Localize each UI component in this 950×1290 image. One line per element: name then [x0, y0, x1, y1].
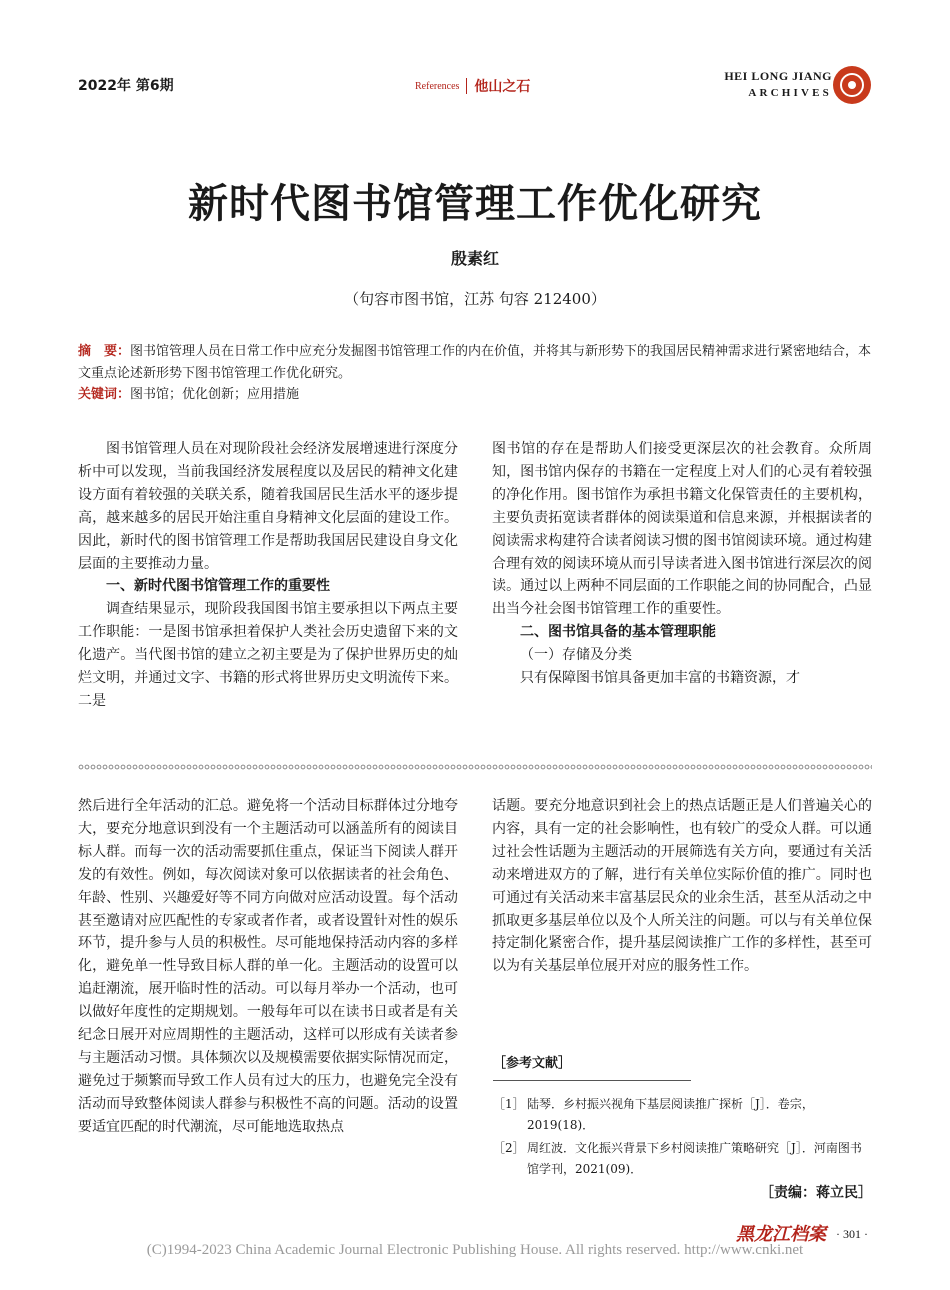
- paragraph: 只有保障图书馆具备更加丰富的书籍资源，才: [520, 670, 800, 687]
- paragraph: 调查结果显示，现阶段我国图书馆主要承担以下两点主要工作职能：一是图书馆承担着保护人类社会历史遗留下来的文化遗产。当代图书馆的建立之初主要是为了保护世界历史的灿烂文明，并通过文字、书籍的形式将世界历史文明流传下来。二是: [78, 601, 458, 709]
- paragraph: 然后进行全年活动的汇总。避免将一个活动目标群体过分地夸大，要充分地意识到没有一个主题活动可以涵盖所有的阅读目标人群。而每一次的活动需要抓住重点，保证当下阅读人群开发的有效性。例如，每次阅读对象可以依据读者的社会角色、年龄、性别、兴趣爱好等不同方向做对应活动设置。每个活动甚至邀请对应匹配性的专家或者作者，或者设置针对性的娱乐环节，提升参与人员的积极性。尽可能地保持活动内容的多样化，避免单一性导致目标人群的单一化。主题活动的设置可以追赶潮流，展开临时性的活动。可以每月举办一个活动，也可以做好年度性的定期规划。一般每年可以在读书日或者是有关纪念日展开对应周期性的主题活动，这样可以形成有关读者参与主题活动习惯。具体频次以及规模需要依据实际情况而定，避免过于频繁而导致工作人员有过大的压力，也避免完全没有活动而导致整体阅读人群参与积极性不高的问题。活动的设置要适宜匹配的时代潮流，尽可能地选取热点: [78, 798, 458, 1135]
- article-title: 新时代图书馆管理工作优化研究: [188, 181, 762, 227]
- abstract-text: 图书馆管理人员在日常工作中应充分发掘图书馆管理工作的内在价值，并将其与新形势下的我国居民精神需求进行紧密地结合，本文重点论述新形势下图书馆管理工作优化研究。: [78, 344, 872, 381]
- author-affiliation: （句容市图书馆，江苏 句容 212400）: [344, 290, 606, 308]
- reference-item: [493, 1138, 873, 1180]
- journal-name-line1: HEI LONG JIANG: [724, 69, 832, 83]
- references-label: References: [415, 80, 460, 92]
- page-divider: [78, 764, 872, 770]
- reference-text: 周红波．文化振兴背景下乡村阅读推广策略研究［J］．河南图书馆学刊，2021(09)．: [527, 1141, 862, 1176]
- journal-script-logo: 黑龙江档案: [736, 1224, 826, 1245]
- references-heading: ［参考文献］: [493, 1056, 572, 1071]
- copyright-watermark: (C)1994-2023 China Academic Journal Electronic Publishing House. All rights reserved. http://www.cnki.net: [146, 1242, 804, 1258]
- reference-number: ［2］: [493, 1141, 525, 1155]
- reference-text: 陆琴．乡村振兴视角下基层阅读推广探析［J］．卷宗，2019(18)．: [527, 1097, 814, 1132]
- top-right-column: [492, 438, 872, 690]
- page-number: · 301 ·: [836, 1227, 868, 1241]
- column-header: [415, 76, 530, 96]
- reference-number: ［1］: [493, 1097, 525, 1111]
- reference-item: [493, 1094, 873, 1136]
- keywords-label: 关键词：: [78, 387, 131, 402]
- header-divider: [466, 78, 467, 94]
- paragraph: 话题。要充分地意识到社会上的热点话题正是人们普遍关心的内容，具有一定的社会影响性，也有较广的受众人群。可以通过社会性话题为主题活动的开展筛选有关方向，要通过有关活动来增进双方的了解，进行有关单位实际价值的推广。同时也可通过有关活动来丰富基层民众的业余生活，甚至从活动之中抓取更多基层单位以及个人所关注的问题。可以与有关单位保持定制化紧密合作，提升基层阅读推广工作的多样性，甚至可以为有关基层单位展开对应的服务性工作。: [492, 798, 872, 975]
- issue-label: 2022年 第6期: [78, 78, 174, 94]
- paragraph: 图书馆的存在是帮助人们接受更深层次的社会教育。众所周知，图书馆内保存的书籍在一定程度上对人们的心灵有着较强的净化作用。图书馆作为承担书籍文化保管责任的主要机构，主要负责拓宽读者群体的阅读渠道和信息来源，并根据读者的阅读需求构建符合读者阅读习惯的图书馆阅读环境。通过构建合理有效的阅读环境从而引导读者进入图书馆进行深层次的阅读。通过以上两种不同层面的工作职能之间的协同配合，凸显出当今社会图书馆管理工作的重要性。: [492, 441, 872, 618]
- column-name: 他山之石: [474, 79, 531, 95]
- subsection-heading: （一）存储及分类: [520, 647, 632, 664]
- reference-list: [493, 1094, 873, 1182]
- journal-name: [700, 68, 832, 102]
- journal-name-line2: ARCHIVES: [748, 87, 832, 99]
- paragraph: 图书馆管理人员在对现阶段社会经济发展增速进行深度分析中可以发现，当前我国经济发展程度以及居民的精神文化建设方面有着较强的关联关系，随着我国居民生活水平的逐步提高，越来越多的居民开始注重自身精神文化层面的建设工作。因此，新时代的图书馆管理工作是帮助我国居民建设自身文化层面的主要推动力量。: [78, 441, 458, 572]
- keywords: [78, 384, 872, 406]
- bottom-right-column: [492, 795, 872, 978]
- abstract: [78, 341, 872, 385]
- bottom-left-column: [78, 795, 458, 1139]
- abstract-label: 摘 要：: [78, 344, 131, 359]
- top-left-column: [78, 438, 458, 713]
- editor-note: ［责编：蒋立民］: [760, 1185, 872, 1201]
- keywords-text: 图书馆；优化创新；应用措施: [130, 387, 300, 402]
- section-heading-1: 一、新时代图书馆管理工作的重要性: [106, 578, 330, 595]
- references-rule: [493, 1080, 691, 1081]
- section-heading-2: 二、图书馆具备的基本管理职能: [520, 624, 716, 641]
- journal-logo-icon: [833, 66, 871, 104]
- author-name: 殷素红: [450, 249, 499, 268]
